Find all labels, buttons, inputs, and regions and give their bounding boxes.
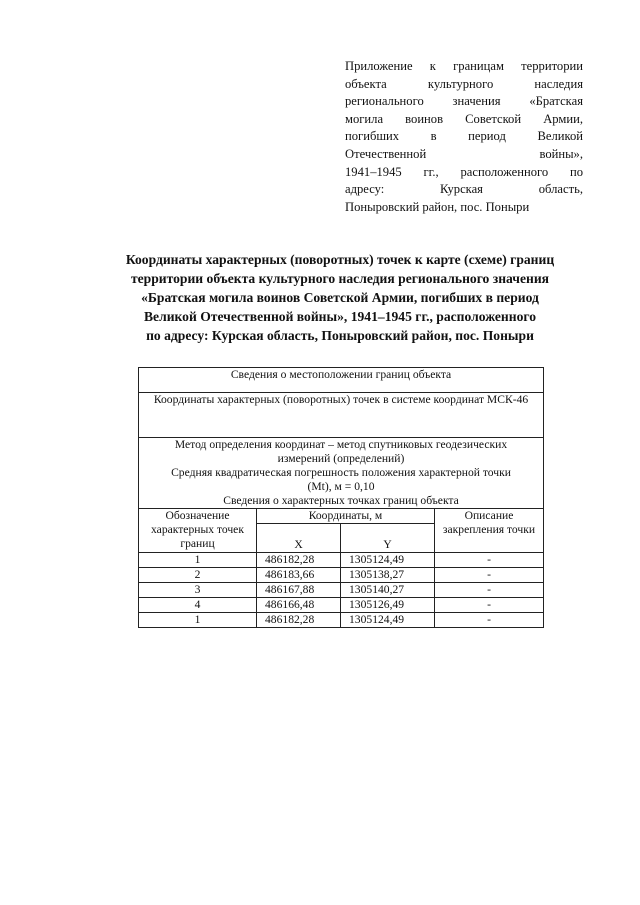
appendix-line: 1941–1945 гг., расположенного по	[345, 164, 583, 179]
appendix-line: Отечественной войны»,	[345, 146, 583, 161]
table-header: Сведения о местоположении границ объекта	[139, 368, 544, 393]
method-line: Средняя квадратическая погрешность положения характерной точки	[171, 466, 511, 479]
title-line: территории объекта культурного наследия регионального значения	[130, 271, 550, 286]
col-coords-header: Координаты, м	[257, 509, 435, 524]
point-cell: 2	[139, 568, 257, 583]
appendix-note	[345, 58, 583, 216]
table-row	[139, 613, 544, 628]
appendix-line: регионального значения «Братская	[345, 94, 583, 109]
y-cell: 1305124,49	[341, 553, 435, 568]
appendix-line: объекта культурного наследия	[345, 76, 583, 91]
desc-cell: -	[435, 568, 544, 583]
col-desc-header: Описание закрепления точки	[435, 509, 544, 553]
x-cell: 486182,28	[257, 553, 341, 568]
y-cell: 1305126,49	[341, 598, 435, 613]
y-cell: 1305138,27	[341, 568, 435, 583]
desc-cell: -	[435, 598, 544, 613]
desc-cell: -	[435, 613, 544, 628]
col-y-header: Y	[341, 524, 435, 553]
x-cell: 486166,48	[257, 598, 341, 613]
desc-cell: -	[435, 553, 544, 568]
table-row	[139, 598, 544, 613]
method-line: измерений (определений)	[277, 452, 405, 465]
title-line: Великой Отечественной войны», 1941–1945 гг., расположенного	[143, 309, 537, 324]
point-cell: 1	[139, 613, 257, 628]
point-cell: 4	[139, 598, 257, 613]
method-line: Метод определения координат – метод спутниковых геодезических	[174, 438, 508, 451]
table-row	[139, 553, 544, 568]
x-cell: 486167,88	[257, 583, 341, 598]
point-cell: 1	[139, 553, 257, 568]
method-line: (Mt), м = 0,10	[307, 480, 375, 493]
col-point-header: Обозначение характерных точек границ	[139, 509, 257, 553]
point-cell: 3	[139, 583, 257, 598]
method-line: Сведения о характерных точках границ объекта	[223, 494, 459, 507]
document-title	[90, 250, 590, 345]
method-cell	[139, 438, 544, 509]
col-x-header: X	[257, 524, 341, 553]
y-cell: 1305124,49	[341, 613, 435, 628]
x-cell: 486183,66	[257, 568, 341, 583]
table-row	[139, 583, 544, 598]
coord-system-cell: Координаты характерных (поворотных) точек в системе координат МСК-46	[139, 393, 544, 438]
appendix-line: погибших в период Великой	[345, 129, 583, 144]
appendix-line: могила воинов Советской Армии,	[345, 111, 583, 126]
appendix-line: адресу: Курская область,	[345, 182, 583, 197]
table-row	[139, 568, 544, 583]
appendix-line: Поныровский район, пос. Поныри	[345, 199, 530, 214]
x-cell: 486182,28	[257, 613, 341, 628]
desc-cell: -	[435, 583, 544, 598]
coordinates-table	[138, 367, 544, 628]
appendix-line: Приложение к границам территории	[345, 59, 583, 73]
title-line: по адресу: Курская область, Поныровский район, пос. Поныри	[146, 328, 534, 343]
y-cell: 1305140,27	[341, 583, 435, 598]
title-line: Координаты характерных (поворотных) точек к карте (схеме) границ	[125, 252, 555, 267]
title-line: «Братская могила воинов Советской Армии, погибших в период	[141, 290, 539, 305]
